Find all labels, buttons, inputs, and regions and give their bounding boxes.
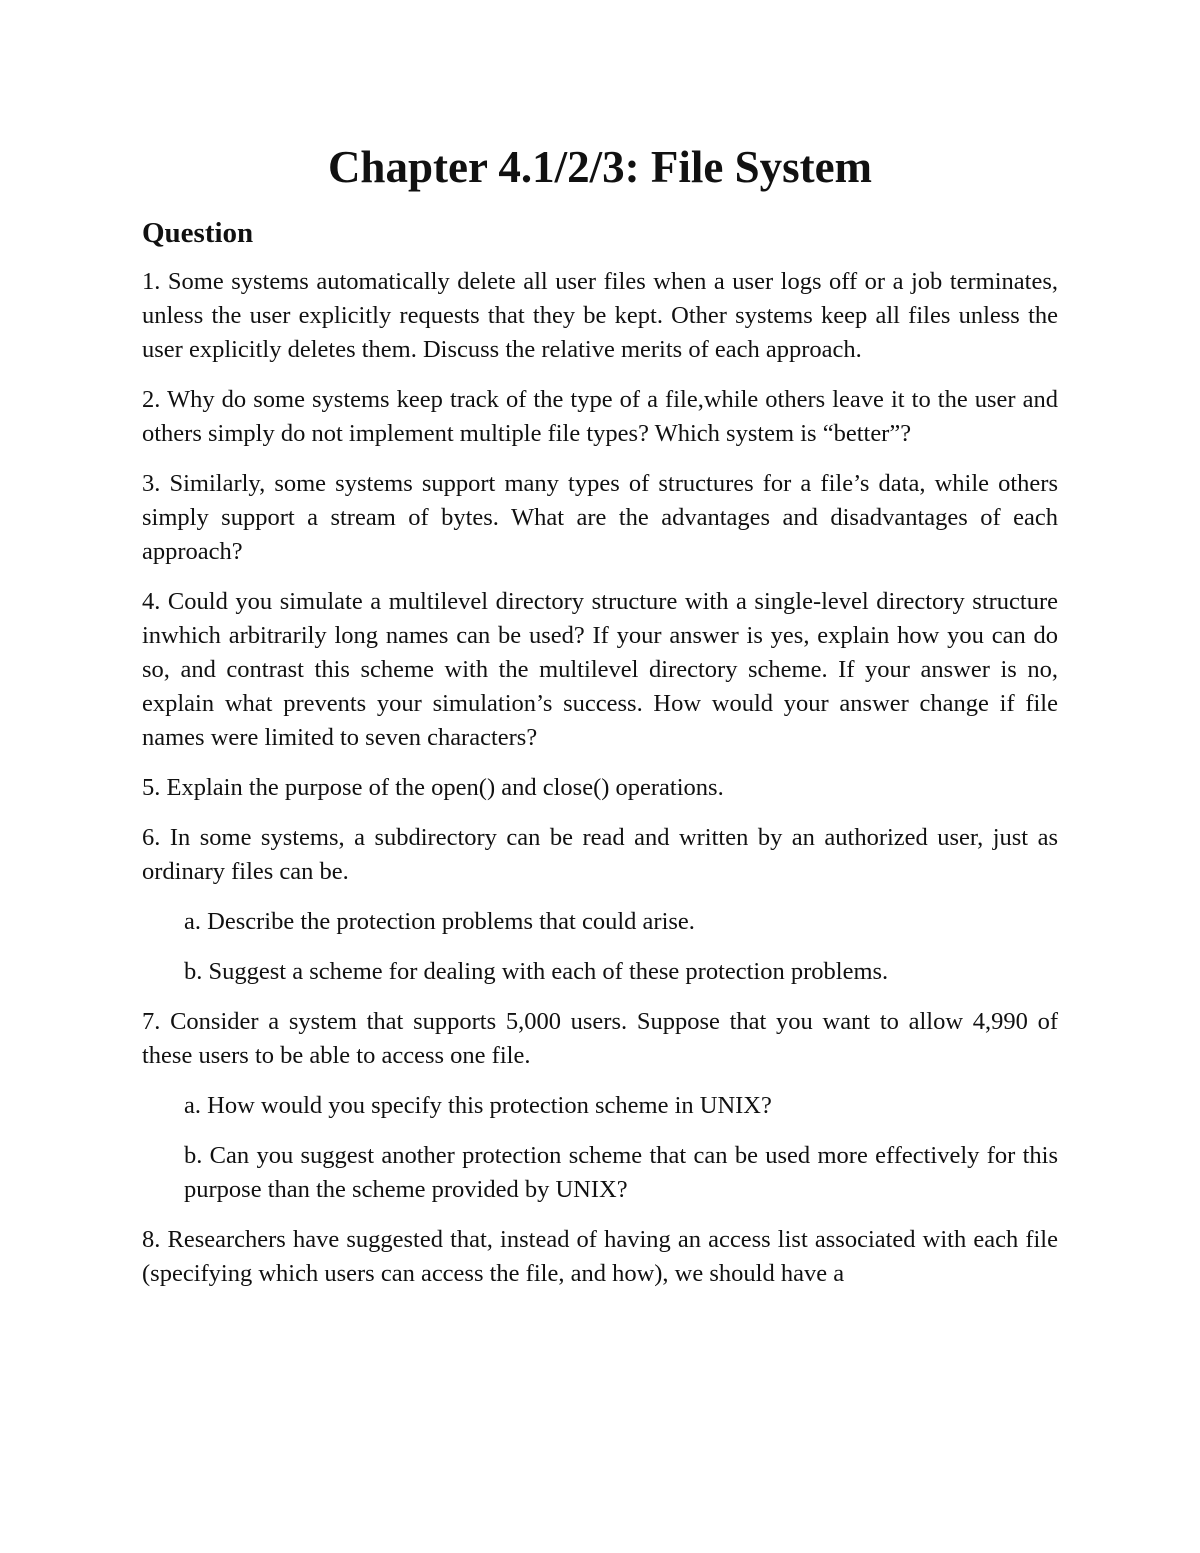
question-5: 5. Explain the purpose of the open() and close() operations. xyxy=(142,773,724,801)
question-8: 8. Researchers have suggested that, instead of having an access list associated with each file (specifying which users can access the file, and how), we should have a xyxy=(142,1225,1058,1287)
question-7-part-a: a. How would you specify this protection scheme in UNIX? xyxy=(184,1091,772,1119)
question-3: 3. Similarly, some systems support many types of structures for a file’s data, while others simply support a stream of bytes. What are the advantages and disadvantages of each approach? xyxy=(142,469,1058,565)
question-1: 1. Some systems automatically delete all user files when a user logs off or a job terminates, unless the user explicitly requests that they be kept. Other systems keep all files unless the user explicitly deletes them. Discuss the relative merits of each approach. xyxy=(142,267,1058,363)
page-title: Chapter 4.1/2/3: File System xyxy=(327,142,873,192)
question-4: 4. Could you simulate a multilevel directory structure with a single-level directory structure inwhich arbitrarily long names can be used? If your answer is yes, explain how you can do so, and contrast this scheme with the multilevel directory scheme. If your answer is no, explain what prevents your simulation’s success. How would your answer change if file names were limited to seven characters? xyxy=(142,587,1058,751)
question-7: 7. Consider a system that supports 5,000 users. Suppose that you want to allow 4,990 of these users to be able to access one file. xyxy=(142,1007,1058,1069)
question-6-part-a: a. Describe the protection problems that could arise. xyxy=(184,907,695,935)
question-6: 6. In some systems, a subdirectory can be read and written by an authorized user, just as ordinary files can be. xyxy=(142,823,1058,885)
document-page xyxy=(142,140,1058,1307)
question-2: 2. Why do some systems keep track of the type of a file,while others leave it to the user and others simply do not implement multiple file types? Which system is “better”? xyxy=(142,385,1058,447)
question-7-part-b: b. Can you suggest another protection scheme that can be used more effectively for this purpose than the scheme provided by UNIX? xyxy=(184,1141,1058,1203)
section-heading: Question xyxy=(142,217,254,249)
question-6-part-b: b. Suggest a scheme for dealing with each of these protection problems. xyxy=(184,957,889,985)
